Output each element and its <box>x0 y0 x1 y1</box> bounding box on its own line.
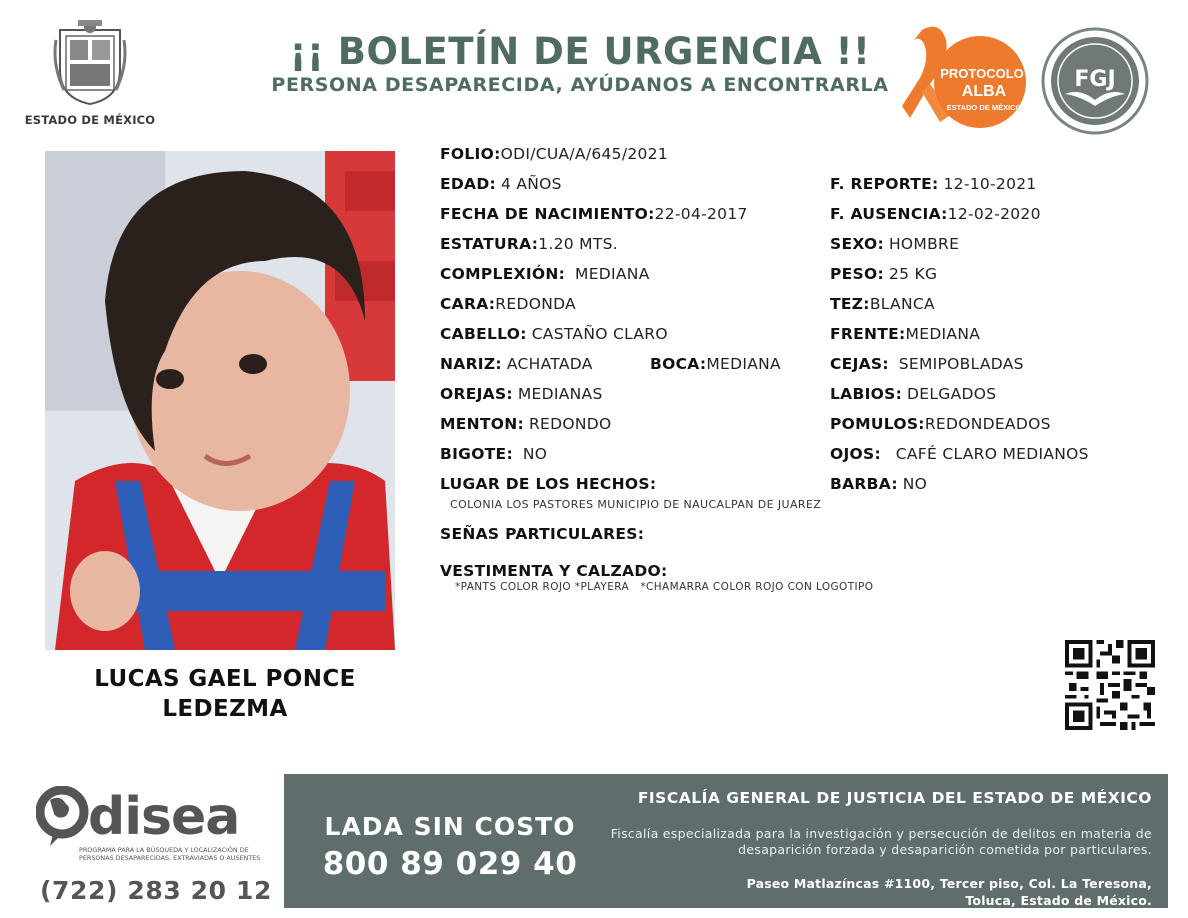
field-peso: PESO: 25 KG <box>830 265 938 283</box>
alba-line1: PROTOCOLO <box>940 66 1024 81</box>
field-cara: CARA:REDONDA <box>440 295 576 313</box>
field-orejas: OREJAS: MEDIANAS <box>440 385 603 403</box>
qr-code-icon[interactable] <box>1064 640 1156 730</box>
field-lugar-value: COLONIA LOS PASTORES MUNICIPIO DE NAUCALPAN DE JUAREZ <box>450 498 822 511</box>
odisea-program-description: PROGRAMA PARA LA BÚSQUEDA Y LOCALIZACIÓN DE PERSONAS DESAPARECIDAS, EXTRAVIADAS O AUSENTES <box>79 846 261 862</box>
lada-sin-costo-number[interactable]: 800 89 029 40 <box>322 846 578 882</box>
field-ojos: OJOS: CAFÉ CLARO MEDIANOS <box>830 445 1089 463</box>
address-line-1: Paseo Matlazíncas #1100, Tercer piso, Col. La Teresona, <box>746 876 1152 891</box>
alba-line2: ALBA <box>961 83 1007 100</box>
field-bigote: BIGOTE: NO <box>440 445 548 463</box>
field-cabello: CABELLO: CASTAÑO CLARO <box>440 325 668 343</box>
bulletin-subtitle: PERSONA DESAPARECIDA, AYÚDANOS A ENCONTRARLA <box>271 74 889 96</box>
field-lugar-label: LUGAR DE LOS HECHOS: <box>440 475 657 493</box>
field-pomulos: POMULOS:REDONDEADOS <box>830 415 1051 433</box>
field-tez: TEZ:BLANCA <box>830 295 935 313</box>
fgj-logo <box>1040 26 1150 136</box>
field-complexion: COMPLEXIÓN: MEDIANA <box>440 265 650 283</box>
field-vestimenta-value: *PANTS COLOR ROJO *PLAYERA *CHAMARRA COLOR ROJO CON LOGOTIPO <box>455 581 874 593</box>
alba-line3: ESTADO DE MÉXICO <box>946 103 1022 112</box>
name-line-2: LEDEZMA <box>162 696 288 722</box>
field-frente: FRENTE:MEDIANA <box>830 325 981 343</box>
missing-person-photo <box>45 151 395 650</box>
fiscalia-address <box>600 875 1152 909</box>
field-boca: BOCA:MEDIANA <box>650 355 781 373</box>
fiscalia-title: FISCALÍA GENERAL DE JUSTICIA DEL ESTADO DE MÉXICO <box>637 789 1152 807</box>
field-sexo: SEXO: HOMBRE <box>830 235 960 253</box>
field-reporte: F. REPORTE: 12-10-2021 <box>830 175 1037 193</box>
lada-sin-costo-label: LADA SIN COSTO <box>324 812 576 841</box>
fiscalia-description: Fiscalía especializada para la investigación y persecución de delitos en materia de desaparición forzada y desaparición cometida por particulares. <box>610 826 1152 857</box>
address-line-2: Toluca, Estado de México. <box>965 893 1152 908</box>
field-cejas: CEJAS: SEMIPOBLADAS <box>830 355 1024 373</box>
odisea-wordmark: disea <box>88 787 240 847</box>
name-line-1: LUCAS GAEL PONCE <box>94 666 356 692</box>
field-estatura: ESTATURA:1.20 MTS. <box>440 235 618 253</box>
field-labios: LABIOS: DELGADOS <box>830 385 997 403</box>
field-senas-label: SEÑAS PARTICULARES: <box>440 525 645 543</box>
field-folio: FOLIO:ODI/CUA/A/645/2021 <box>440 145 668 163</box>
field-nacimiento: FECHA DE NACIMIENTO:22-04-2017 <box>440 205 748 223</box>
bulletin-title: ¡¡ BOLETÍN DE URGENCIA !! <box>289 30 871 73</box>
field-vestimenta-label: VESTIMENTA Y CALZADO: <box>440 562 668 580</box>
protocolo-alba-logo <box>900 22 1028 132</box>
field-nariz: NARIZ: ACHATADA <box>440 355 593 373</box>
missing-person-name <box>40 664 410 724</box>
fgj-text: FGJ <box>1074 67 1116 92</box>
field-ausencia: F. AUSENCIA:12-02-2020 <box>830 205 1041 223</box>
odisea-logo <box>36 786 276 876</box>
odisea-phone[interactable]: (722) 283 20 12 <box>40 876 272 905</box>
estado-de-mexico-label: ESTADO DE MÉXICO <box>24 113 156 127</box>
field-menton: MENTON: REDONDO <box>440 415 612 433</box>
field-edad: EDAD: 4 AÑOS <box>440 175 562 193</box>
field-barba: BARBA: NO <box>830 475 928 493</box>
estado-de-mexico-coat-of-arms-icon <box>52 20 128 106</box>
